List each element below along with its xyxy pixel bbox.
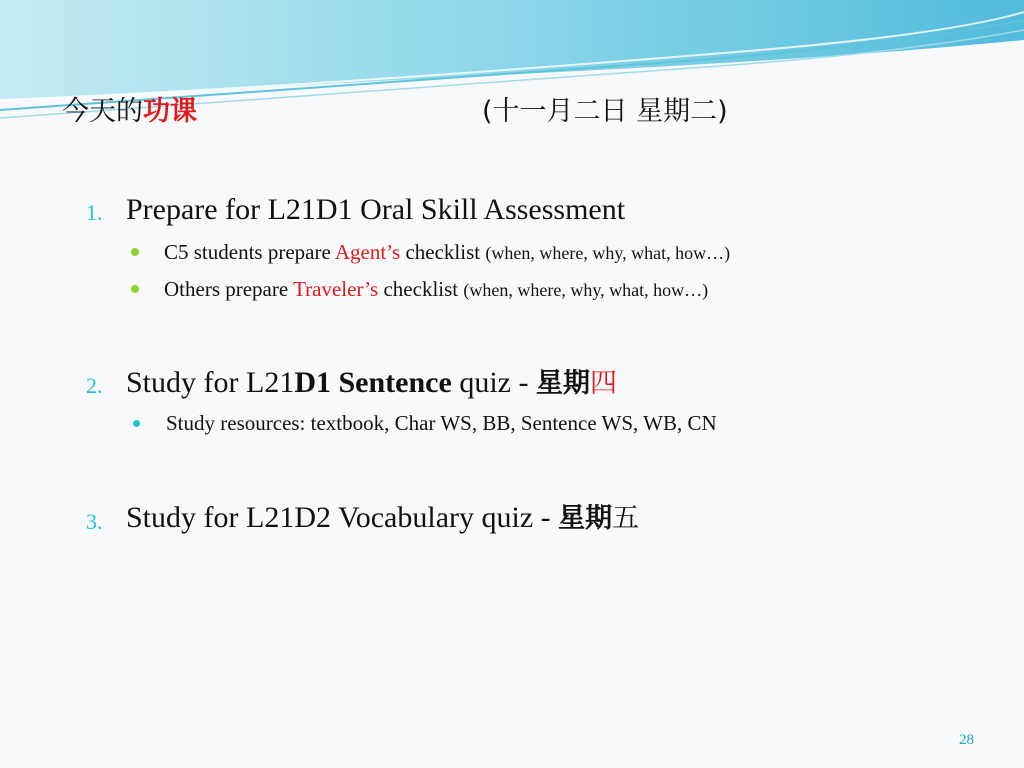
sub-item: Study resources: textbook, Char WS, BB, Sentence WS, WB, CN <box>166 411 717 435</box>
item-weekday-tail: 五 <box>612 503 640 534</box>
sub-item-text: checklist <box>378 277 464 301</box>
item-number: 3. <box>86 509 103 534</box>
bullet-icon <box>133 420 140 427</box>
sub-item <box>164 238 730 267</box>
item-number: 1. <box>86 200 103 225</box>
title-highlight: 功课 <box>143 96 197 127</box>
title-date: (十一月二日 星期二) <box>482 96 728 127</box>
item-weekday-highlight: 四 <box>589 368 617 399</box>
title-text: 今天的 <box>62 96 143 127</box>
page-number: 28 <box>959 732 974 748</box>
sub-item-text: Others prepare <box>164 277 294 301</box>
slide-title <box>62 92 962 136</box>
item-text-part: Study for L21D2 Vocabulary quiz - <box>126 501 559 534</box>
sub-item-text: C5 students prepare <box>164 240 335 264</box>
sub-item <box>164 275 708 304</box>
sub-item-parenthetical: (when, where, why, what, how…) <box>485 243 731 263</box>
bullet-icon <box>131 248 139 256</box>
item-text <box>126 365 617 402</box>
item-text-bold: D1 Sentence <box>294 366 452 399</box>
sub-item-text: checklist <box>400 240 486 264</box>
item-text <box>126 500 639 537</box>
sub-item-highlight: Agent’s <box>334 240 401 264</box>
item-text-part: quiz - <box>451 366 536 399</box>
item-text-part: Study for L21 <box>126 366 295 399</box>
item-number: 2. <box>86 373 103 398</box>
item-weekday: 星期 <box>535 368 590 399</box>
sub-item-parenthetical: (when, where, why, what, how…) <box>463 280 709 300</box>
item-weekday: 星期 <box>558 503 613 534</box>
item-text: Prepare for L21D1 Oral Skill Assessment <box>126 193 626 226</box>
sub-item-highlight: Traveler’s <box>293 277 379 301</box>
bullet-icon <box>131 285 139 293</box>
